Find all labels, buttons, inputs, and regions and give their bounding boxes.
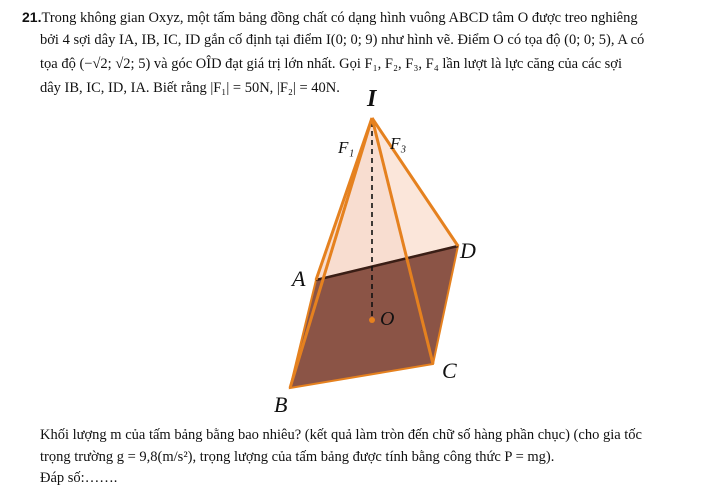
label-o: O <box>380 308 395 330</box>
label-i: I <box>367 86 377 112</box>
problem-line-4: dây IB, IC, ID, IA. Biết rằng |F₁| = 50N, |F₂| = 40N. <box>40 80 340 96</box>
label-d: D <box>460 238 476 263</box>
center-point-o <box>369 317 375 323</box>
pyramid-figure <box>240 86 500 426</box>
answer-line: Đáp số:……. <box>40 470 118 486</box>
label-f3: F₃ <box>390 134 407 153</box>
problem-line-2: bởi 4 sợi dây IA, IB, IC, ID gắn cố định tại điểm I(0; 0; 9) như hình vẽ. Điểm O có tọa độ (0; 0; 5), A có <box>40 32 645 48</box>
label-c: C <box>442 358 457 383</box>
label-a: A <box>292 266 306 291</box>
question-line-2: trọng trường g = 9,8(m/s²), trọng lượng của tấm bảng được tính bằng công thức P = mg). <box>40 449 555 465</box>
question-number: 21. <box>22 9 42 25</box>
problem-text-line-1: Trong không gian Oxyz, một tấm bảng đồng chất có dạng hình vuông ABCD tâm O được treo nghiêng <box>41 10 638 26</box>
problem-line-1 <box>22 8 638 27</box>
question-line-1: Khối lượng m của tấm bảng bằng bao nhiêu? (kết quả làm tròn đến chữ số hàng phần chục) (cho gia tốc <box>40 427 642 443</box>
problem-line-3: tọa độ (−√2; √2; 5) và góc OÎD đạt giá trị lớn nhất. Gọi F₁, F₂, F₃, F₄ lần lượt là lực căng của các sợi <box>40 56 622 72</box>
label-b: B <box>274 392 288 417</box>
label-f1: F₁ <box>338 138 355 157</box>
